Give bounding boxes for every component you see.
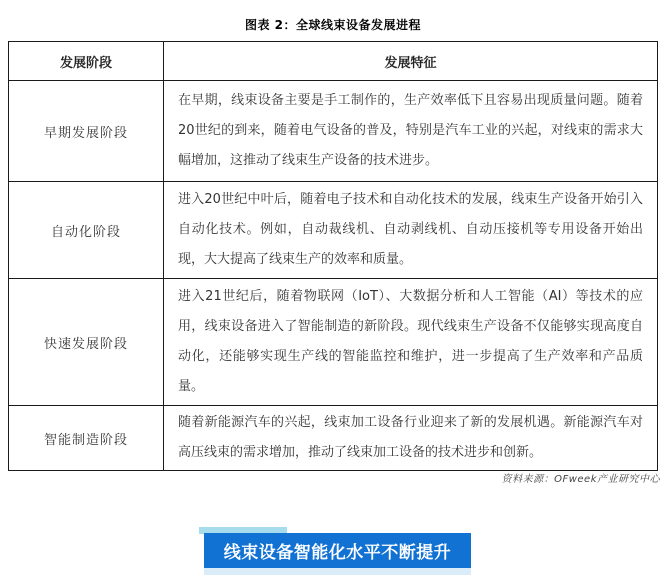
banner-title-box [204, 533, 471, 568]
source-note: 资料来源：OFweek产业研究中心 [501, 474, 660, 485]
figure-title: 图表 2：全球线束设备发展进程 [244, 18, 422, 32]
stage-cell: 自动化阶段 [9, 182, 164, 279]
section-banner [199, 527, 484, 577]
development-stages-table [8, 41, 658, 471]
table-header-row [9, 42, 658, 81]
table-row [9, 182, 658, 279]
banner-label: 线束设备智能化水平不断提升 [223, 543, 452, 563]
stage-cell: 智能制造阶段 [9, 406, 164, 471]
feature-cell: 随着新能源汽车的兴起，线束加工设备行业迎来了新的发展机遇。新能源汽车对高压线束的需求增加，推动了线束加工设备的技术进步和创新。 [164, 406, 658, 471]
table-row [9, 81, 658, 182]
stage-cell: 早期发展阶段 [9, 81, 164, 182]
table-header-feature: 发展特征 [164, 42, 658, 81]
feature-cell: 在早期，线束设备主要是手工制作的，生产效率低下且容易出现质量问题。随着20世纪的到来，随着电气设备的普及，特别是汽车工业的兴起，对线束的需求大幅增加，这推动了线束生产设备的技术进步。 [164, 81, 658, 182]
feature-cell: 进入21世纪后，随着物联网（IoT）、大数据分析和人工智能（AI）等技术的应用，线束设备进入了智能制造的新阶段。现代线束生产设备不仅能够实现高度自动化，还能够实现生产线的智能监控和维护，进一步提高了生产效率和产品质量。 [164, 279, 658, 406]
table-row [9, 406, 658, 471]
table-header-stage: 发展阶段 [9, 42, 164, 81]
banner-shadow-bar [204, 568, 471, 575]
table-row [9, 279, 658, 406]
stage-cell: 快速发展阶段 [9, 279, 164, 406]
feature-cell: 进入20世纪中叶后，随着电子技术和自动化技术的发展，线束生产设备开始引入自动化技术。例如，自动裁线机、自动剥线机、自动压接机等专用设备开始出现，大大提高了线束生产的效率和质量。 [164, 182, 658, 279]
